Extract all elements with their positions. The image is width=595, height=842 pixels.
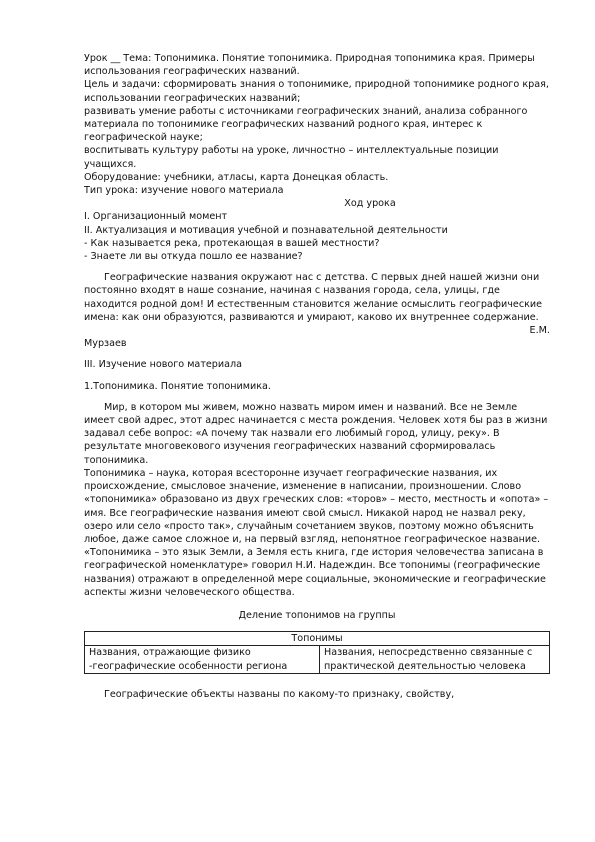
stage-motivation: II. Актуализация и мотивация учебной и познавательной деятельности — [84, 224, 448, 236]
section-toponymy: 1.Топонимика. Понятие топонимика. — [84, 380, 271, 392]
stage-new-material: III. Изучение нового материала — [84, 359, 243, 371]
lesson-educate: воспитывать культуру работы на уроке, личностно – интеллектуальные позиции учащихся. — [84, 145, 499, 170]
lesson-develop: развивать умение работы с источниками географических знаний, анализа собранного материала по топонимике географических названий родного края, интерес к географической науке; — [84, 105, 528, 144]
epigraph-author-surname: Мурзаев — [84, 338, 127, 350]
table-cell-human-activity: Названия, непосредственно связанные с практической деятельностью человека — [320, 646, 550, 673]
lesson-equipment: Оборудование: учебники, атласы, карта Донецкая область. — [84, 171, 389, 183]
table-row — [85, 646, 550, 673]
table-header-cell: Топонимы — [85, 632, 550, 646]
course-heading: Ход урока — [344, 198, 396, 210]
question-origin: - Знаете ли вы откуда пошло ее название? — [84, 251, 303, 263]
toponym-groups-table — [84, 631, 550, 674]
question-river: - Как называется река, протекающая в вашей местности? — [84, 237, 380, 249]
epigraph: Географические названия окружают нас с детства. С первых дней нашей жизни они постоянно входят в наше сознание, начиная с названия города, села, улицы, где находится родной дом! И естественным становится желание осмыслить географические имена: как они образуются, развиваются и умирают, каково их внутреннее содержание. — [84, 272, 543, 323]
stage-organizational: I. Организационный момент — [84, 211, 228, 223]
table-caption: Деление топонимов на группы — [238, 609, 396, 621]
paragraph-world-of-names: Мир, в котором мы живем, можно назвать миром имен и названий. Все не Земле имеет свой адрес, этот адрес начинается с места рождения. Человек хотя бы раз в жизни задавал себе вопрос: «А почему так назвали его любимый город, улицу, реку». В результате многовекового изучения географических названий сформировалась топонимика. — [84, 401, 548, 466]
paragraph-toponymy-definition: Топонимика – наука, которая всесторонне изучает географические названия, их происхождение, смысловое значение, изменение в написании, произношении. Слово «топонимика» образовано из двух греческих слов: «торов» – место, местность и «опота» – имя. Все географические названия имеют свой смысл. Никакой народ не назвал реку, озеро или село «просто так», случайным сочетанием звуков, поэтому можно объяснить любое, даже самое сложное и, на первый взгляд, непонятное географическое название. «Топонимика – это язык Земли, а Земля есть книга, где история человечества записана в географической номенклатуре» говорил Н.И. Надеждин. Все топонимы (географические названия) отражают в определенной мере социальные, экономические и географические аспекты жизни человеческого общества. — [84, 467, 549, 598]
table-header-row — [85, 632, 550, 646]
document-body — [84, 52, 550, 701]
epigraph-author-initials: Е.М. — [529, 325, 550, 337]
closing-paragraph: Географические объекты названы по какому-то признаку, свойству, — [104, 688, 455, 700]
lesson-goals: Цель и задачи: сформировать знания о топонимике, природной топонимике родного края, использовании географических названий; — [84, 79, 549, 104]
lesson-title: Урок __ Тема: Топонимика. Понятие топонимика. Природная топонимика края. Примеры использования географических названий. — [84, 53, 535, 78]
lesson-type: Тип урока: изучение нового материала — [84, 185, 284, 197]
table-cell-physical: Названия, отражающие физико -географические особенности региона — [85, 646, 320, 673]
